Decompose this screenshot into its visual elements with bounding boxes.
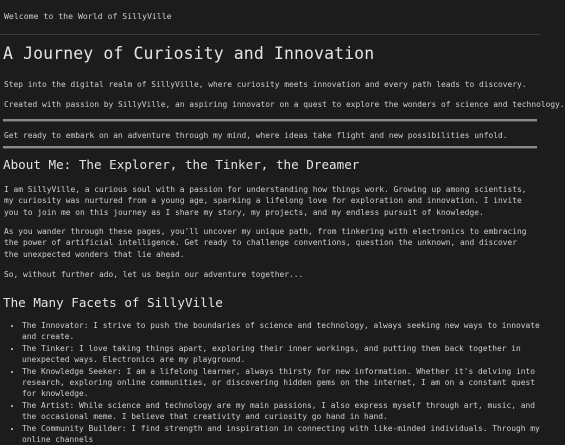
about-heading: About Me: The Explorer, the Tinker, the Dreamer	[3, 157, 360, 172]
tagline: Get ready to embark on an adventure through my mind, where ideas take flight and new possibilities unfold.	[4, 131, 508, 140]
facets-heading: The Many Facets of SillyVille	[3, 295, 223, 310]
site-title: Welcome to the World of SillyVille	[4, 11, 172, 21]
section-divider	[3, 146, 537, 149]
intro-paragraph-2: Created with passion by SillyVille, an aspiring innovator on a quest to explore the wonders of science and technology.	[4, 100, 565, 109]
list-item: • The Community Builder: I find strength and inspiration in connecting with like-minded individuals. Through my online channels	[22, 423, 542, 445]
intro-paragraph-1: Step into the digital realm of SillyVille, where curiosity meets innovation and every path leads to discovery.	[4, 80, 527, 89]
page-title: A Journey of Curiosity and Innovation	[3, 44, 375, 63]
facets-list	[8, 320, 542, 445]
about-paragraph-2: As you wander through these pages, you'll uncover my unique path, from tinkering with electronics to embracing the power of artificial intelligence. Get ready to challenge conventions, question the unknown, and discover the unexpected wonders that lie ahead.	[4, 227, 527, 259]
about-paragraph-3: So, without further ado, let us begin our adventure together...	[4, 270, 304, 279]
list-item: • The Artist: While science and technology are my main passions, I also express myself through art, music, and the occasional meme. I believe that creativity and curiosity go hand in hand.	[22, 400, 542, 423]
list-item: • The Innovator: I strive to push the boundaries of science and technology, always seeking new ways to innovate and create.	[22, 320, 542, 343]
list-item: • The Tinker: I love taking things apart, exploring their inner workings, and putting them back together in unexpected ways. Electronics are my playground.	[22, 343, 542, 366]
site-header	[0, 0, 540, 35]
list-item: • The Knowledge Seeker: I am a lifelong learner, always thirsty for new information. Whether it's delving into research, exploring online communities, or discovering hidden gems on the internet, I am on a constant quest for knowledge.	[22, 366, 542, 400]
about-paragraph-1: I am SillyVille, a curious soul with a passion for understanding how things work. Growing up among scientists, my curiosity was nurtured from a young age, sparking a lifelong love for exploration and innovation. I invite you to join me on this journey as I share my story, my projects, and my endless pursuit of knowledge.	[4, 185, 527, 217]
section-divider	[3, 119, 537, 122]
